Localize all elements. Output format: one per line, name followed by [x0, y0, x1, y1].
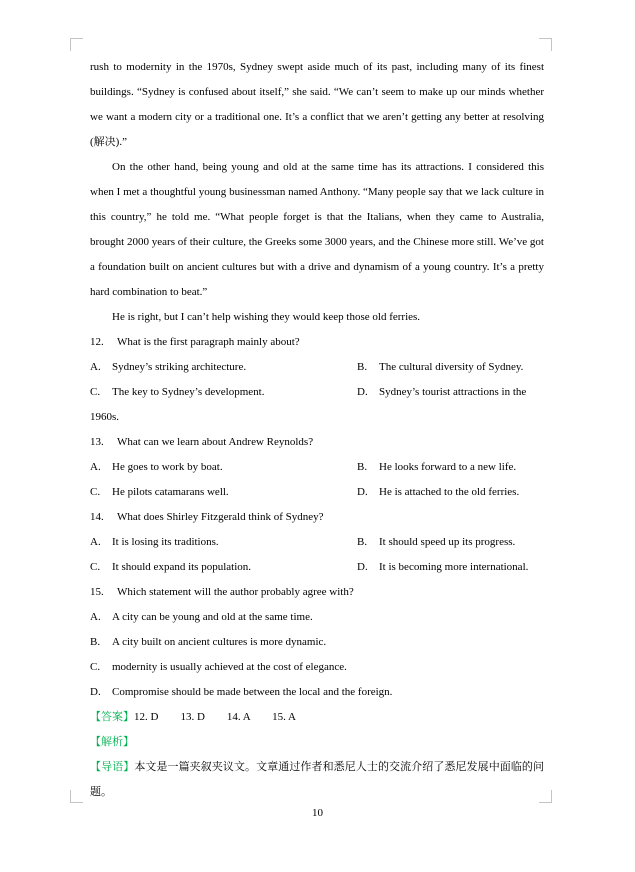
option-12-A: A. Sydney’s striking architecture.: [90, 361, 247, 373]
question-12-text: What is the first paragraph mainly about?: [117, 336, 300, 348]
question-15-number: 15.: [90, 586, 104, 598]
option-12-C: C. The key to Sydney’s development.: [90, 386, 265, 398]
option-14-D: D. It is becoming more international.: [357, 561, 529, 573]
question-13-text: What can we learn about Andrew Reynolds?: [117, 436, 314, 448]
page-number: 10: [312, 807, 323, 819]
crop-mark-top-right: [539, 38, 552, 51]
option-15-A: A. A city can be young and old at the same time.: [90, 611, 313, 623]
option-12-B: B. The cultural diversity of Sydney.: [357, 361, 524, 373]
question-13-number: 13.: [90, 436, 104, 448]
question-14-stem: [90, 505, 544, 530]
option-15-C: C. modernity is usually achieved at the cost of elegance.: [90, 661, 347, 673]
guide-paragraph: [90, 755, 544, 805]
analysis-line: [90, 730, 544, 755]
option-12-D-continuation: 1960s.: [90, 411, 120, 423]
question-12-number: 12.: [90, 336, 104, 348]
question-12-option-row-1: [90, 355, 544, 380]
option-13-A: A. He goes to work by boat.: [90, 461, 223, 473]
question-14-number: 14.: [90, 511, 104, 523]
option-14-C: C. It should expand its population.: [90, 561, 252, 573]
option-13-D: D. He is attached to the old ferries.: [357, 486, 520, 498]
option-15-B: B. A city built on ancient cultures is more dynamic.: [90, 636, 327, 648]
analysis-marker: 【解析】: [90, 736, 134, 748]
answer-marker: 【答案】: [90, 711, 134, 723]
passage-paragraph-1: rush to modernity in the 1970s, Sydney swept aside much of its past, including many of its finest buildings. “Sydney is confused about itself,” she said. “We can’t seem to make up our minds whether we want a modern city or a traditional one. It’s a conflict that we aren’t getting any better at resolving (解决).”: [90, 61, 544, 148]
question-13-option-row-2: [90, 480, 544, 505]
guide-marker: 【导语】: [90, 761, 135, 773]
question-15-stem: [90, 580, 544, 605]
question-12-option-row-2: [90, 380, 544, 405]
option-13-B: B. He looks forward to a new life.: [357, 461, 517, 473]
option-14-A: A. It is losing its traditions.: [90, 536, 219, 548]
page-content: [90, 55, 544, 805]
option-13-C: C. He pilots catamarans well.: [90, 486, 229, 498]
question-14-option-row-2: [90, 555, 544, 580]
passage-paragraph-2: On the other hand, being young and old at the same time has its attractions. I considered this when I met a thoughtful young businessman named Anthony. “Many people say that we lack culture in this country,” he told me. “What people forget is that the Italians, when they came to Australia, brought 2000 years of their culture, the Greeks some 3000 years, and the Chinese more still. We’ve got a foundation built on ancient cultures but with a drive and dynamism of a young country. It’s a pretty hard combination to beat.”: [90, 161, 544, 298]
question-13-stem: [90, 430, 544, 455]
question-13-option-row-1: [90, 455, 544, 480]
answer-line: [90, 705, 544, 730]
answer-values: 12. D 13. D 14. A 15. A: [134, 711, 296, 723]
question-14-option-row-1: [90, 530, 544, 555]
question-14-text: What does Shirley Fitzgerald think of Sydney?: [117, 511, 324, 523]
crop-mark-top-left: [70, 38, 83, 51]
passage-paragraph-3: He is right, but I can’t help wishing they would keep those old ferries.: [112, 311, 421, 323]
option-15-D: D. Compromise should be made between the local and the foreign.: [90, 686, 393, 698]
question-12-stem: [90, 330, 544, 355]
option-12-D: D. Sydney’s tourist attractions in the: [357, 386, 527, 398]
option-14-B: B. It should speed up its progress.: [357, 536, 516, 548]
crop-mark-bottom-left: [70, 790, 83, 803]
question-15-text: Which statement will the author probably agree with?: [117, 586, 354, 598]
guide-text: 本文是一篇夹叙夹议文。文章通过作者和悉尼人士的交流介绍了悉尼发展中面临的问题。: [90, 761, 545, 798]
